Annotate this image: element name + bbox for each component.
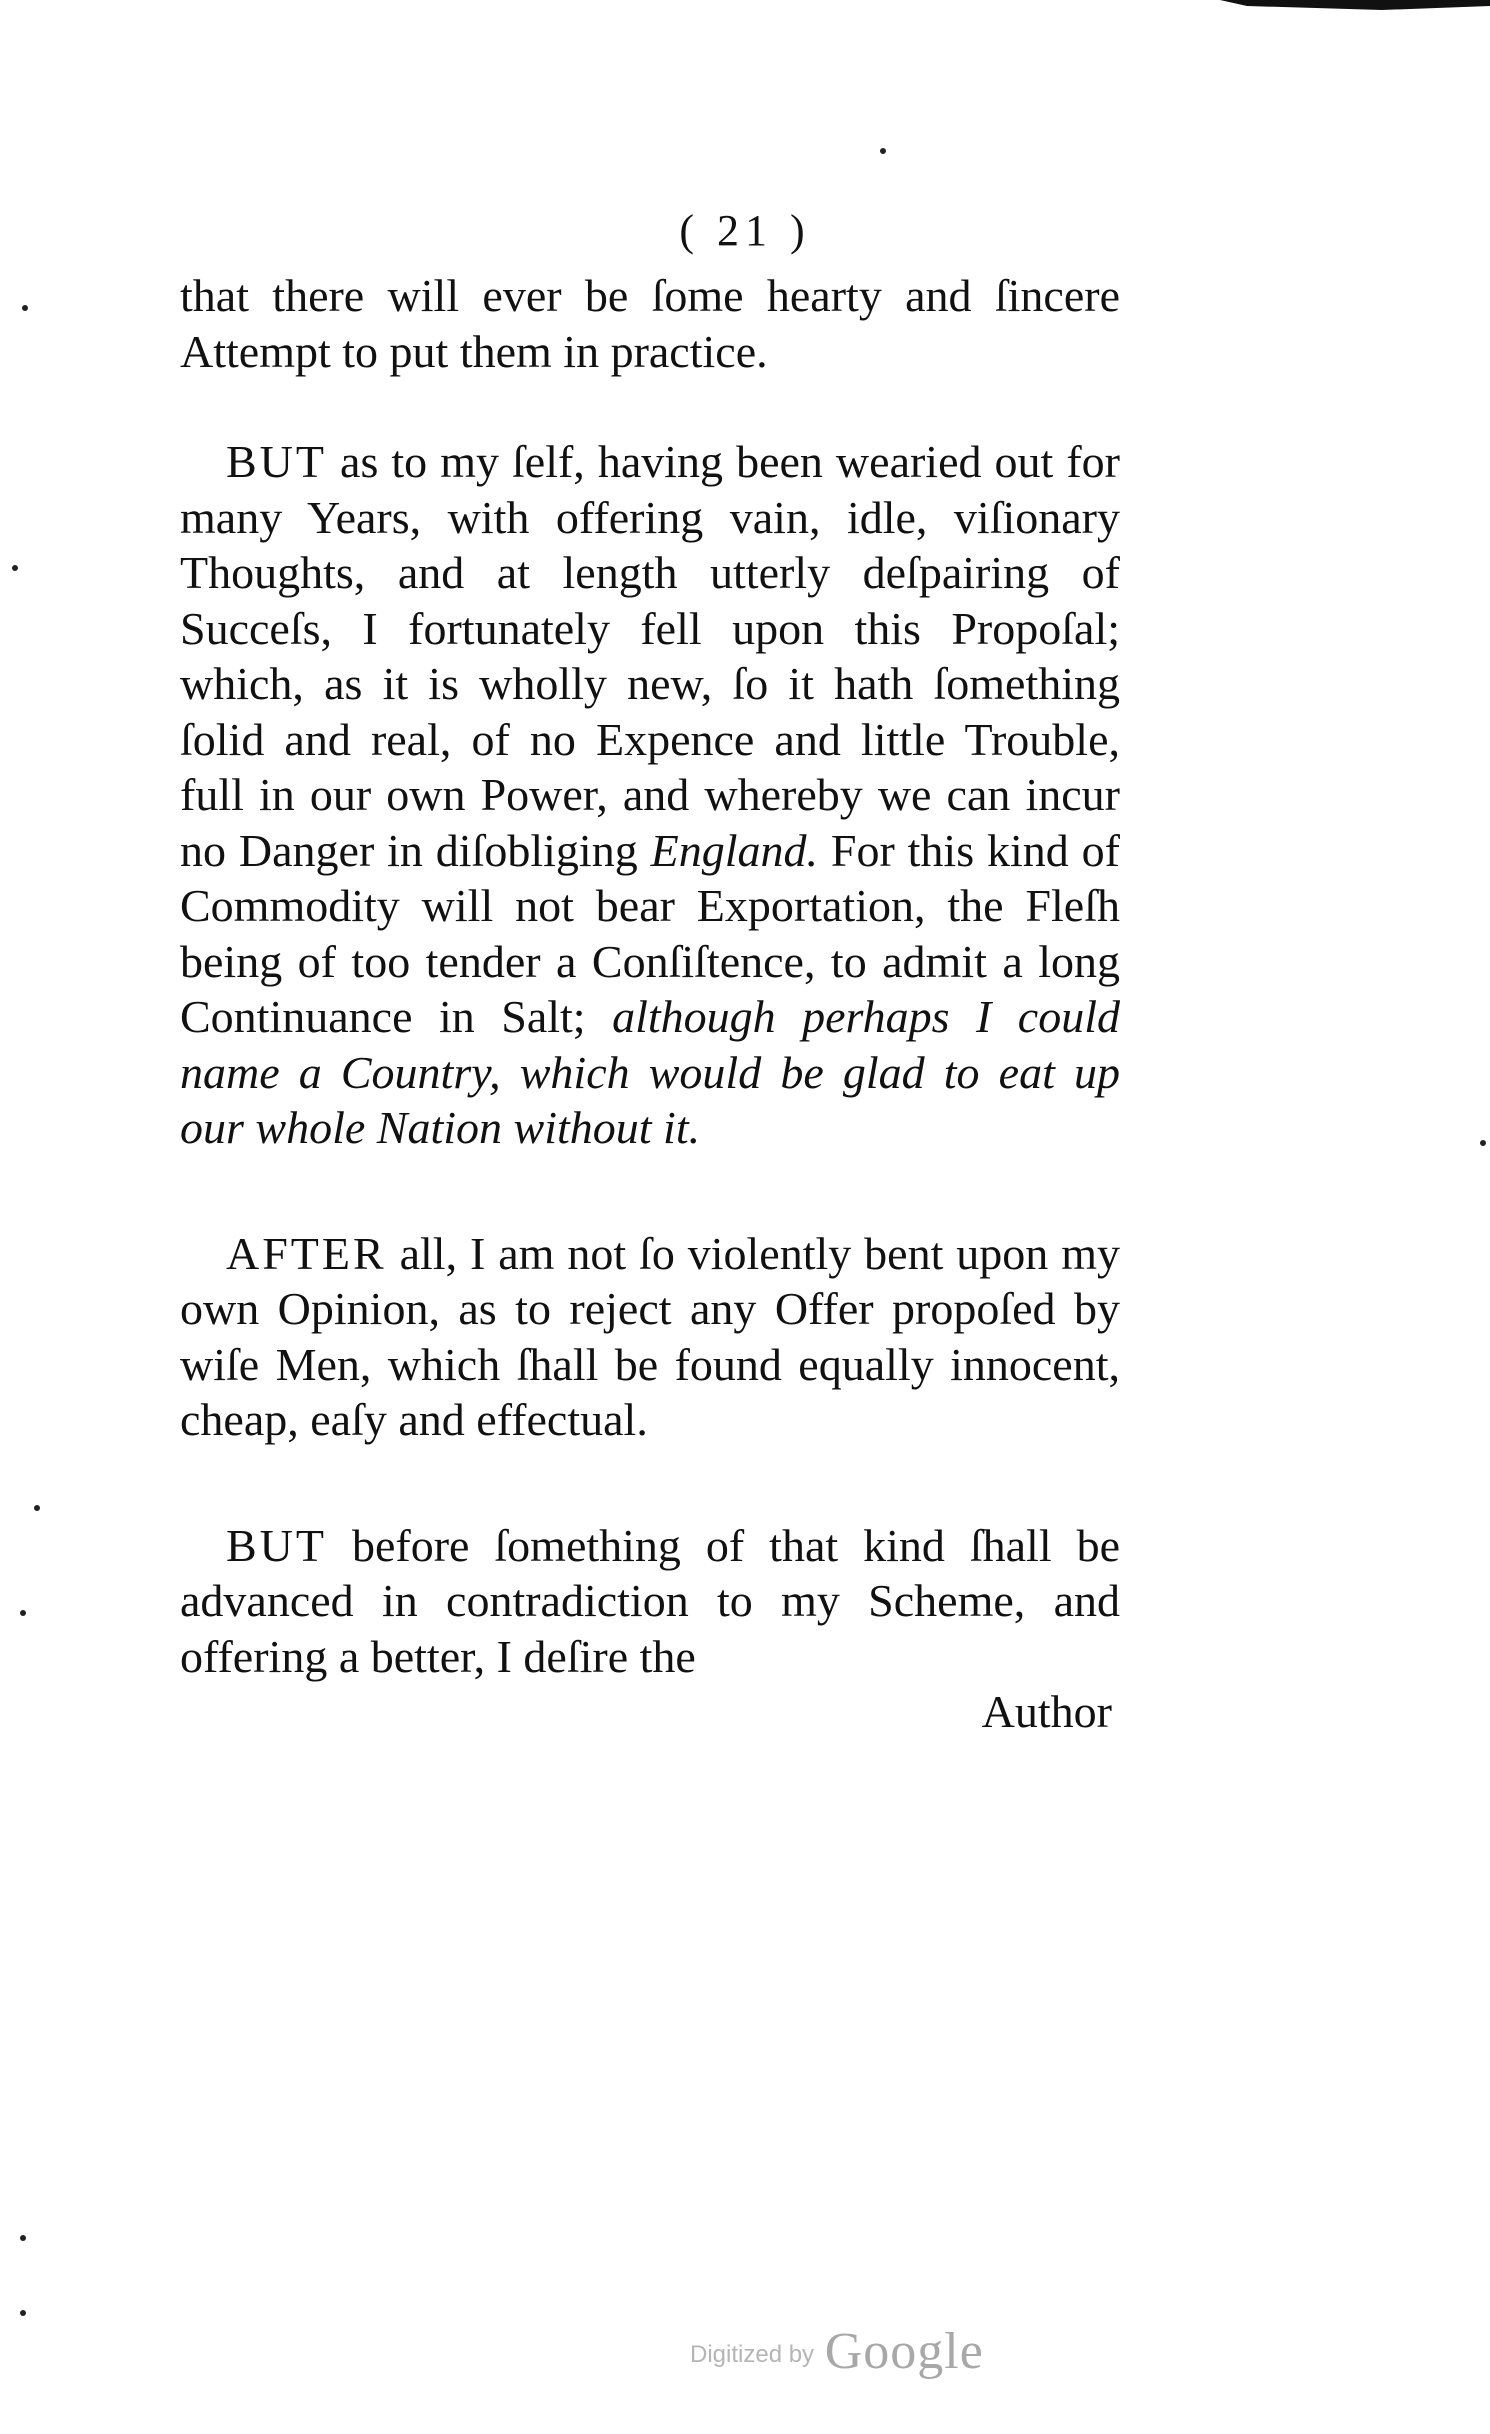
digitized-by-label: Digitized by [690,2341,815,2368]
scan-speck [880,148,886,154]
body-text [180,268,1120,1740]
scan-speck [20,1610,26,1616]
scan-speck [12,565,18,571]
scan-speck [22,305,28,311]
google-logo-text: Google [824,2323,984,2380]
paragraph-1: that there will ever be ſome hearty and ſincere Attempt to put them in practice. [180,270,1120,377]
scan-speck [20,2310,26,2316]
digitization-watermark [690,2322,984,2381]
catch-word: Author [981,1686,1112,1737]
paragraph-3: AFTER all, I am not ſo violently bent upon my own Opinion, as to reject any Offer propoſed by wiſe Men, which ſhall be found equally innocent, cheap, eaſy and effectual. [180,1227,1120,1445]
paragraph-2: BUT as to my ſelf, having been wearied out for many Years, with offering vain, idle, viſionary Thoughts, and at length utterly deſpairing of Succeſs, I fortunately fell upon this Propoſal; which, as it is wholly new, ſo it hath ſomething ſolid and real, of no Expence and little Trouble, full in our own Power, and whereby we can incur no Danger in diſobliging England. For this kind of Commodity will not bear Exportation, the Fleſh being of too tender a Conſiſtence, to admit a long Continuance in Salt; although perhaps I could name a Country, which would be glad to eat up our whole Nation without it. [180,436,1120,1153]
scan-speck [1480,1140,1486,1146]
page-number: ( 21 ) [679,206,811,255]
paragraph-4: BUT before ſomething of that kind ſhall be advanced in contradiction to my Scheme, and offering a better, I deſire the [180,1519,1120,1682]
scan-speck [20,2235,26,2241]
top-edge-mark [1220,0,1490,10]
scan-speck [34,1505,40,1511]
